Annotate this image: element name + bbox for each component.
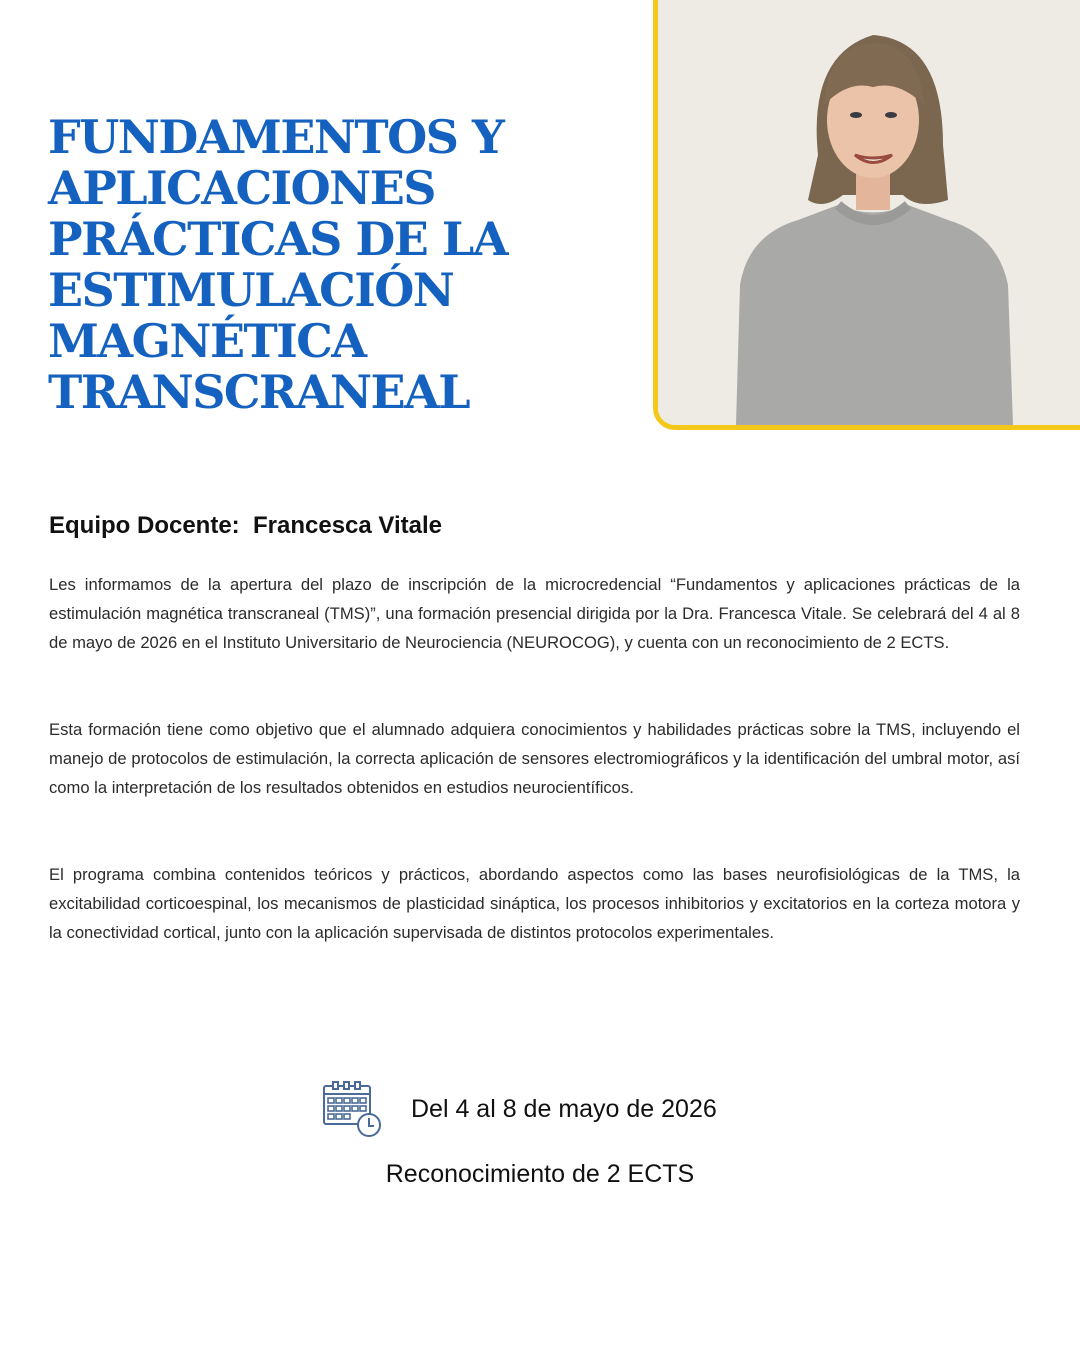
ects-text: Reconocimiento de 2 ECTS — [385, 1160, 695, 1188]
title-line: PRÁCTICAS DE LA — [48, 212, 507, 266]
paragraph-intro: Les informamos de la apertura del plazo de inscripción de la microcredencial “Fundamentos y aplicaciones prácticas de la estimulación magnética transcraneal (TMS)”, una formación presencial dirigida por la Dra. Francesca Vitale. Se celebrará del 4 al 8 de mayo de 2026 en el Instituto Universitario de Neurociencia (NEUROCOG), y cuenta con un reconocimiento de 2 ECTS. — [49, 575, 1020, 652]
date-row — [322, 1080, 717, 1138]
paragraph-program: El programa combina contenidos teóricos y prácticos, abordando aspectos como las bases neurofisiológicas de la TMS, la excitabilidad corticoespinal, los mecanismos de plasticidad sináptica, los procesos inhibitorios y excitatorios en la corteza motora y la conectividad cortical, junto con la aplicación supervisada de distintos protocolos experimentales. — [49, 865, 1020, 942]
title-line: TRANSCRANEAL — [48, 365, 470, 419]
paragraph-objectives: Esta formación tiene como objetivo que el alumnado adquiera conocimientos y habilidades prácticas sobre la TMS, incluyendo el manejo de protocolos de estimulación, la correcta aplicación de sensores electromiográficos y la identificación del umbral motor, así como la interpretación de los resultados obtenidos en estudios neurocientíficos. — [49, 720, 1020, 797]
instructor-photo — [653, 0, 1080, 430]
portrait-photo-icon — [658, 0, 1080, 425]
title-line: MAGNÉTICA — [48, 314, 366, 368]
title-line: APLICACIONES — [48, 161, 435, 215]
title-line: FUNDAMENTOS Y — [48, 110, 504, 164]
date-text: Del 4 al 8 de mayo de 2026 — [411, 1094, 717, 1123]
title-line: ESTIMULACIÓN — [48, 263, 454, 317]
calendar-clock-icon — [322, 1080, 382, 1138]
team-heading: Equipo Docente: Francesca Vitale — [49, 512, 443, 539]
page-title — [48, 112, 518, 418]
